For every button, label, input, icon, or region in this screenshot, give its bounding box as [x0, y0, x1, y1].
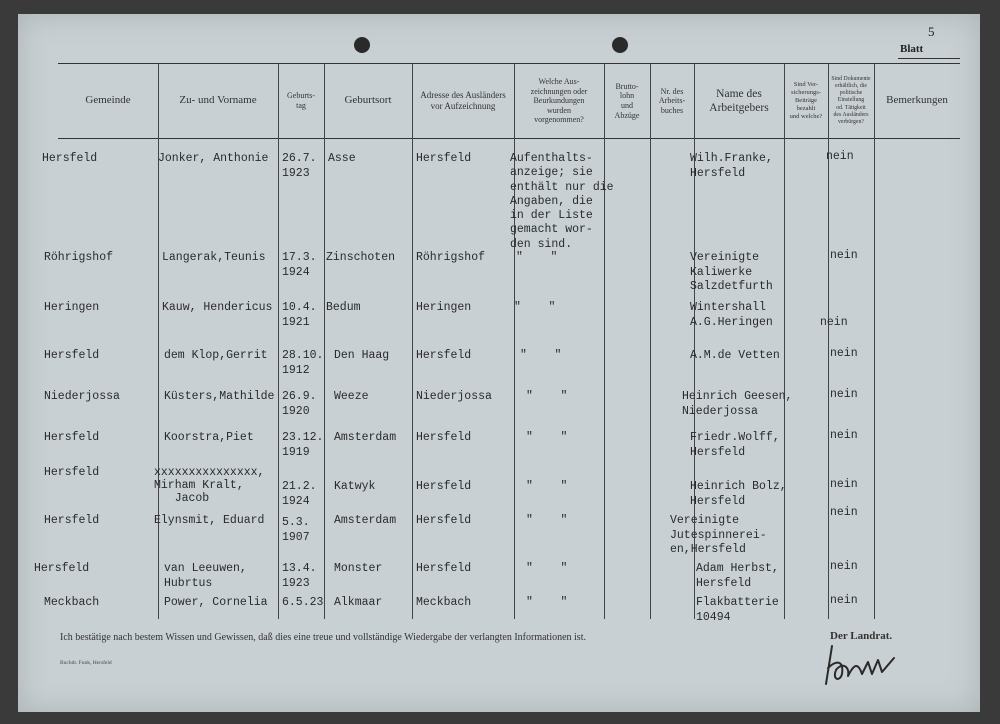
cell-name: Langerak,Teunis [162, 251, 266, 264]
confirmation-text: Ich bestätige nach bestem Wissen und Gewissen, daß dies eine treue und vollständige Wiedergabe der verlangten Informationen ist. [60, 632, 586, 643]
cell-adresse: Hersfeld [416, 514, 472, 527]
document-sheet [18, 14, 980, 712]
cell-geburtsort: Zinschoten [326, 251, 396, 264]
column-divider [278, 64, 279, 619]
header-geburtsort: Geburtsort [344, 94, 392, 107]
cell-adresse: Hersfeld [416, 152, 472, 165]
column-divider [604, 64, 605, 619]
cell-adresse: Hersfeld [416, 349, 472, 362]
cell-geburtsort: Den Haag [334, 349, 390, 362]
punch-hole [612, 37, 628, 53]
cell-auszeichnungen: Aufenthalts- anzeige; sie enthält nur die Angaben, die in der Liste gemacht wor- den sind. [510, 152, 614, 251]
cell-adresse: Meckbach [416, 596, 472, 609]
cell-geburtsort: Asse [328, 152, 356, 165]
header-bemerkungen: Bemerkungen [886, 94, 948, 107]
cell-name: xxxxxxxxxxxxxxx, Mirham Kralt, Jacob [154, 466, 265, 505]
cell-arbeitgeber: Vereinigte Jutespinnerei- en,Hersfeld [670, 514, 767, 556]
cell-versicherung: nein [830, 560, 858, 573]
printer-imprint: Buchdr. Funk, Hersfeld [60, 660, 112, 666]
page-number: 5 [928, 24, 935, 39]
cell-geburtsort: Monster [334, 562, 383, 575]
header-geburtstag: Geburts- tag [287, 91, 315, 110]
header-arbeitsbuch: Nr. des Arbeits- buches [658, 86, 686, 115]
cell-name: Koorstra,Piet [164, 431, 254, 444]
cell-gemeinde: Hersfeld [44, 514, 100, 527]
header-name: Zu- und Vorname [179, 94, 257, 107]
cell-geburtsort: Amsterdam [334, 514, 397, 527]
cell-arbeitgeber: Wintershall A.G.Heringen [690, 301, 773, 329]
cell-name: Power, Cornelia [164, 596, 268, 609]
cell-auszeichnungen: " " [516, 251, 558, 264]
cell-geburtsort: Alkmaar [334, 596, 383, 609]
cell-auszeichnungen: " " [514, 301, 556, 314]
cell-auszeichnungen: " " [526, 514, 568, 527]
column-divider [158, 64, 159, 619]
cell-geburtstag: 26.9. 1920 [282, 390, 317, 418]
cell-auszeichnungen: " " [526, 480, 568, 493]
cell-versicherung: nein [830, 388, 858, 401]
cell-geburtstag: 10.4. 1921 [282, 301, 317, 329]
cell-geburtsort: Weeze [334, 390, 369, 403]
cell-versicherung: nein [830, 594, 858, 607]
cell-versicherung: nein [830, 506, 858, 519]
cell-versicherung: nein [830, 429, 858, 442]
cell-versicherung: nein [820, 316, 848, 329]
cell-arbeitgeber: Flakbatterie 10494 [696, 596, 779, 624]
cell-geburtsort: Katwyk [334, 480, 376, 493]
cell-gemeinde: Hersfeld [44, 349, 100, 362]
cell-gemeinde: Hersfeld [44, 466, 100, 479]
cell-adresse: Niederjossa [416, 390, 492, 403]
cell-geburtstag: 21.2. 1924 [282, 480, 317, 508]
cell-name: Kauw, Hendericus [162, 301, 273, 314]
cell-auszeichnungen: " " [520, 349, 562, 362]
column-divider [324, 64, 325, 619]
header-auszeichnungen: Welche Aus- zeichnungen oder Beurkundungen wurden vorgenommen? [530, 77, 588, 125]
header-gemeinde: Gemeinde [85, 94, 131, 107]
header-bottom-rule [58, 138, 960, 139]
column-divider [650, 64, 651, 619]
table-top-rule [58, 63, 960, 64]
header-bruttolohn: Brutto- lohn und Abzüge [614, 81, 640, 120]
header-adresse: Adresse des Ausländers vor Aufzeichnung [420, 90, 506, 111]
cell-versicherung: nein [826, 150, 854, 163]
cell-geburtstag: 28.10. 1912 [282, 349, 324, 377]
cell-geburtstag: 5.3. 1907 [282, 516, 310, 544]
cell-adresse: Röhrigshof [416, 251, 486, 264]
header-arbeitgeber: Name des Arbeitgebers [709, 87, 769, 114]
cell-adresse: Hersfeld [416, 562, 472, 575]
cell-auszeichnungen: " " [526, 390, 568, 403]
cell-versicherung: nein [830, 249, 858, 262]
cell-adresse: Hersfeld [416, 431, 472, 444]
cell-gemeinde: Hersfeld [42, 152, 98, 165]
cell-geburtstag: 6.5.23 [282, 596, 324, 609]
cell-name: Jonker, Anthonie [158, 152, 269, 165]
cell-auszeichnungen: " " [526, 562, 568, 575]
cell-geburtsort: Bedum [326, 301, 361, 314]
cell-auszeichnungen: " " [526, 596, 568, 609]
cell-geburtsort: Amsterdam [334, 431, 397, 444]
cell-arbeitgeber: Heinrich Bolz, Hersfeld [690, 480, 787, 508]
signer-title: Der Landrat. [830, 630, 893, 642]
column-divider [874, 64, 875, 619]
cell-arbeitgeber: Adam Herbst, Hersfeld [696, 562, 779, 590]
cell-versicherung: nein [830, 347, 858, 360]
cell-arbeitgeber: Vereinigte Kaliwerke Salzdetfurth [690, 251, 773, 293]
column-divider [784, 64, 785, 619]
cell-gemeinde: Heringen [44, 301, 100, 314]
column-divider [412, 64, 413, 619]
cell-gemeinde: Hersfeld [44, 431, 100, 444]
page-label: Blatt [900, 43, 924, 55]
header-dokumente: Sind Dokumente erhältlich, die politische Einstellung od. Tätigkeit des Ausländers verbürgen? [831, 75, 871, 126]
cell-auszeichnungen: " " [526, 431, 568, 444]
cell-geburtstag: 23.12. 1919 [282, 431, 324, 459]
cell-geburtstag: 17.3. 1924 [282, 251, 317, 279]
cell-adresse: Hersfeld [416, 480, 472, 493]
handwritten-signature [818, 640, 908, 690]
cell-gemeinde: Niederjossa [44, 390, 120, 403]
cell-geburtstag: 13.4. 1923 [282, 562, 317, 590]
cell-arbeitgeber: Friedr.Wolff, Hersfeld [690, 431, 780, 459]
cell-arbeitgeber: A.M.de Vetten [690, 349, 780, 362]
cell-arbeitgeber: Wilh.Franke, Hersfeld [690, 152, 773, 180]
cell-adresse: Heringen [416, 301, 472, 314]
column-divider [514, 64, 515, 619]
cell-arbeitgeber: Heinrich Geesen, Niederjossa [682, 390, 793, 418]
blatt-rule [898, 58, 960, 59]
cell-name: van Leeuwen, Hubrtus [164, 562, 247, 590]
cell-gemeinde: Meckbach [44, 596, 100, 609]
cell-versicherung: nein [830, 478, 858, 491]
punch-hole [354, 37, 370, 53]
cell-name: Küsters,Mathilde [164, 390, 275, 403]
column-divider [828, 64, 829, 619]
cell-geburtstag: 26.7. 1923 [282, 152, 317, 180]
cell-gemeinde: Röhrigshof [44, 251, 114, 264]
cell-name: Elynsmit, Eduard [154, 514, 265, 527]
cell-name: dem Klop,Gerrit [164, 349, 268, 362]
cell-gemeinde: Hersfeld [34, 562, 90, 575]
header-versicherung: Sind Ver- sicherungs- Beiträge bezahlt und welche? [789, 80, 823, 121]
